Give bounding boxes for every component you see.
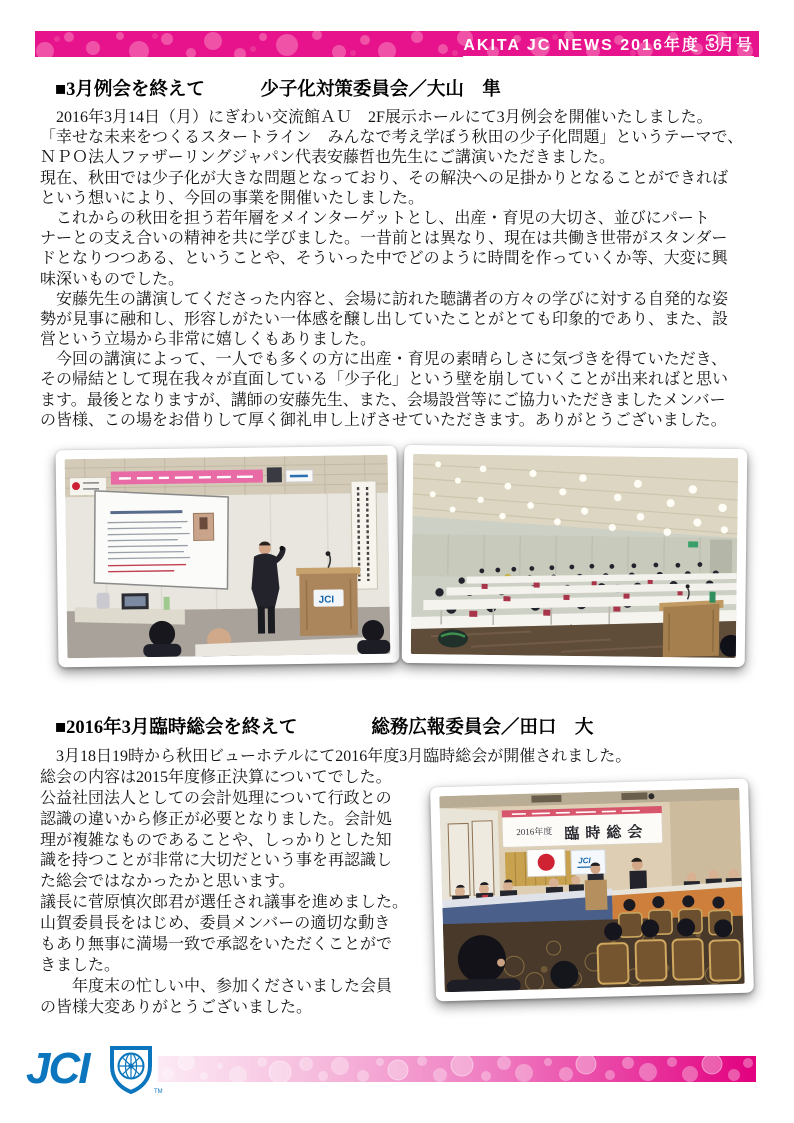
text-line: 勢が見事に融和し、形容しがたい一体感を醸し出していたことがとても印象的であり、また、設 [40, 310, 729, 328]
photo3-jci-flag-label: JCI [578, 856, 591, 866]
page-number: 3 [706, 32, 718, 55]
photo3-jci-flag [571, 850, 606, 875]
photo-lecture-speaker-image [65, 455, 391, 658]
text-line: 3月18日19時から秋田ビューホテルにて2016年度3月臨時総会が開催されました。 [40, 748, 632, 765]
jci-tm-mark: TM [154, 1089, 163, 1095]
text-line: 総会の内容は2015年度修正決算についてでした。 [40, 768, 392, 786]
text-line: 公益社団法人としての会計処理について行政との [40, 789, 392, 807]
text-line: これからの秋田を担う若年層をメインターゲットとし、出産・育児の大切さ、並びにパート [40, 209, 710, 227]
photo-general-meeting [430, 779, 754, 1002]
text-line: 安藤先生の講演してくださった内容と、会場に訪れた聴講者の方々の学びに対する自発的な姿 [40, 290, 729, 308]
footer-bubble-bar [158, 1056, 756, 1082]
text-line: 議長に菅原慎次郎君が選任され議事を進めました。 [40, 894, 409, 912]
jci-logo-text: JCI [26, 1044, 89, 1093]
text-line: その帰結として現在我々が直面している「少子化」という壁を崩していくことが出来ればと思い [40, 371, 729, 389]
article1-heading: ■3月例会を終えて 少子化対策委員会／大山 隼 [55, 80, 501, 100]
text-line: の皆様大変ありがとうございました。 [40, 998, 313, 1016]
photo3-japan-flag [527, 849, 566, 877]
text-line: 味深いものでした。 [40, 270, 185, 288]
text-line: 2016年3月14日（月）にぎわい交流館ＡＵ 2F展示ホールにて3月例会を開催いたしました。 [40, 109, 713, 126]
jci-logo [26, 1043, 166, 1095]
text-line: 認識の違いから修正が必要となりました。会計処 [40, 810, 393, 828]
photo-audience-hall-image [411, 454, 738, 658]
text-line: 識を持つことが非常に大切だという事を再認識し [40, 852, 393, 870]
text-line: 現在、秋田では少子化が大きな問題となっており、その解決への足掛かりとなることができれば [40, 169, 729, 187]
photo-lecture-speaker [56, 446, 400, 668]
header-title [463, 32, 754, 58]
text-line: 理が複雑なものであることや、しっかりとした知 [40, 831, 392, 849]
photo-audience-hall [402, 445, 748, 667]
text-line: 今回の講演によって、一人でも多くの方に出産・育児の素晴らしさに気づきを得ていただき、 [40, 351, 728, 369]
photo1-podium-jci-label: JCI [318, 594, 335, 606]
article1-body [40, 108, 743, 431]
photo3-banner-title: 臨時総会 [564, 824, 649, 843]
jci-shield-icon [112, 1048, 150, 1092]
header-title-prefix: AKITA JC NEWS 2016年度 [463, 37, 707, 54]
text-line: ＮＰＯ法人ファザーリングジャパン代表安藤哲也先生にご講演いただきました。 [40, 149, 616, 167]
article2-heading: ■2016年3月臨時総会を終えて 総務広報委員会／田口 大 [55, 718, 594, 738]
text-line: 山賀委員長をはじめ、委員メンバーの適切な動き [40, 915, 391, 933]
text-line: もあり無事に満場一致で承認をいただくことがで [40, 936, 393, 954]
text-line: ナーとの支え合いの精神を共に学びました。一昔前とは異なり、現在は共働き世帯がスタンダー [40, 230, 728, 248]
text-line: ドとなりつつある、ということや、そういった中でどのように時間を作っていくか等、大変に興 [40, 250, 728, 268]
photo3-banner [502, 806, 663, 847]
text-line: 営という立場から非常に嬉しくもありました。 [40, 331, 377, 349]
text-line: という想いにより、今回の事業を開催いたしました。 [40, 189, 425, 207]
text-line: の皆様、この場をお借りして厚く御礼申し上げさせていただきます。ありがとうございました。 [40, 411, 727, 429]
text-line: た総会ではなかったかと思います。 [40, 873, 295, 891]
header-title-suffix: 月号 [717, 37, 754, 54]
text-line: 「幸せな未来をつくるスタートライン みんなで考え学ぼう秋田の少子化問題」というテーマで、 [40, 129, 744, 147]
photo1-projection-screen [93, 489, 229, 591]
text-line: きました。 [40, 956, 121, 974]
photo3-banner-year: 2016年度 [516, 826, 553, 838]
text-line: 年度末の忙しい中、参加くださいました会員 [40, 977, 393, 995]
photo-general-meeting-image [439, 788, 744, 992]
text-line: ます。最後となりますが、講師の安藤先生、また、会場設営等にご協力いただきましたメンバー [40, 391, 726, 409]
header-bar [35, 31, 759, 57]
